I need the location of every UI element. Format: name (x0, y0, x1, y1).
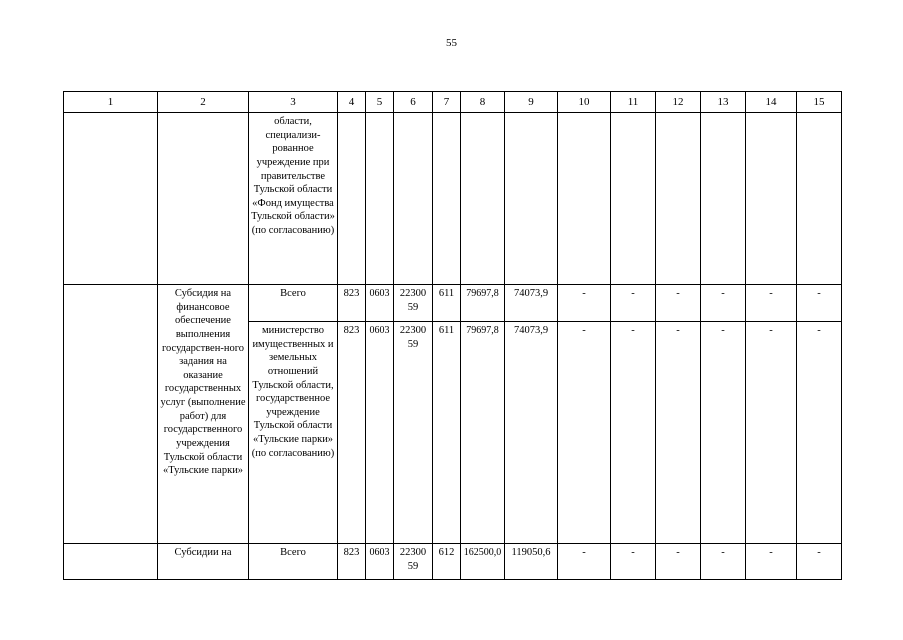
header-cell-3: 3 (249, 92, 338, 113)
row-cell-col8: 79697,8 (461, 322, 505, 544)
row-cell-col6: 22300 59 (394, 285, 433, 322)
row-cell-col13: - (701, 285, 746, 322)
header-cell-12: 12 (656, 92, 701, 113)
header-cell-9: 9 (505, 92, 558, 113)
row-cell-col9: 74073,9 (505, 285, 558, 322)
table-row (64, 285, 842, 322)
row-cell-col7: 611 (433, 285, 461, 322)
table-header-row (64, 92, 842, 113)
row-cell-col3: министерство имущественных и земельных отношений Тульской области, государственное учреждение Тульской области «Тульские парки» (по согласованию) (249, 322, 338, 544)
row-cell-col11 (611, 113, 656, 285)
header-cell-5: 5 (366, 92, 394, 113)
row-cell-col12: - (656, 322, 701, 544)
row-cell-col14 (746, 113, 797, 285)
budget-table (63, 91, 842, 580)
row-cell-col11: - (611, 544, 656, 580)
header-cell-10: 10 (558, 92, 611, 113)
table-row (64, 113, 842, 285)
row-cell-col15: - (797, 285, 842, 322)
row-cell-col7 (433, 113, 461, 285)
row-cell-col10: - (558, 322, 611, 544)
row-cell-col13: - (701, 544, 746, 580)
row-cell-col9: 119050,6 (505, 544, 558, 580)
header-cell-13: 13 (701, 92, 746, 113)
row-cell-col7: 611 (433, 322, 461, 544)
row-cell-col6 (394, 113, 433, 285)
row-cell-col10: - (558, 544, 611, 580)
row-cell-col12 (656, 113, 701, 285)
row-cell-col1 (64, 285, 158, 544)
row-cell-col10 (558, 113, 611, 285)
row-cell-col14: - (746, 544, 797, 580)
row-cell-col2: Субсидии на (158, 544, 249, 580)
header-cell-7: 7 (433, 92, 461, 113)
row-cell-col4: 823 (338, 322, 366, 544)
row-cell-col6: 22300 59 (394, 322, 433, 544)
row-cell-col9: 74073,9 (505, 322, 558, 544)
row-cell-col15: - (797, 544, 842, 580)
row-cell-col13: - (701, 322, 746, 544)
row-cell-col12: - (656, 544, 701, 580)
row-cell-col11: - (611, 322, 656, 544)
row-cell-col5: 0603 (366, 544, 394, 580)
header-cell-15: 15 (797, 92, 842, 113)
row-cell-col4: 823 (338, 285, 366, 322)
row-cell-col9 (505, 113, 558, 285)
header-cell-6: 6 (394, 92, 433, 113)
row-cell-col13 (701, 113, 746, 285)
header-cell-4: 4 (338, 92, 366, 113)
row-cell-col8 (461, 113, 505, 285)
row-cell-col10: - (558, 285, 611, 322)
row-cell-col6: 22300 59 (394, 544, 433, 580)
row-cell-col5 (366, 113, 394, 285)
row-cell-col5: 0603 (366, 285, 394, 322)
row-cell-col4 (338, 113, 366, 285)
header-cell-14: 14 (746, 92, 797, 113)
row-cell-col2 (158, 113, 249, 285)
page-number: 55 (446, 37, 457, 49)
row-cell-col2: Субсидия на финансовое обеспечение выполнения государствен-ного задания на оказание государственных услуг (выполнение работ) для государственного учреждения Тульской области «Тульские парки» (158, 285, 249, 544)
row-cell-col1 (64, 113, 158, 285)
header-cell-8: 8 (461, 92, 505, 113)
header-cell-11: 11 (611, 92, 656, 113)
row-cell-col4: 823 (338, 544, 366, 580)
row-cell-col8: 162500,0 (461, 544, 505, 580)
row-cell-col8: 79697,8 (461, 285, 505, 322)
row-cell-col14: - (746, 285, 797, 322)
row-cell-col7: 612 (433, 544, 461, 580)
row-cell-col1 (64, 544, 158, 580)
row-cell-col3: Всего (249, 285, 338, 322)
row-cell-col12: - (656, 285, 701, 322)
row-cell-col11: - (611, 285, 656, 322)
row-cell-col15: - (797, 322, 842, 544)
row-cell-col5: 0603 (366, 322, 394, 544)
row-cell-col15 (797, 113, 842, 285)
row-cell-col3: Всего (249, 544, 338, 580)
header-cell-2: 2 (158, 92, 249, 113)
row-cell-col3: области, специализи-рованное учреждение при правительстве Тульской области «Фонд имущества Тульской области» (по согласованию) (249, 113, 338, 285)
header-cell-1: 1 (64, 92, 158, 113)
table-row (64, 544, 842, 580)
row-cell-col14: - (746, 322, 797, 544)
